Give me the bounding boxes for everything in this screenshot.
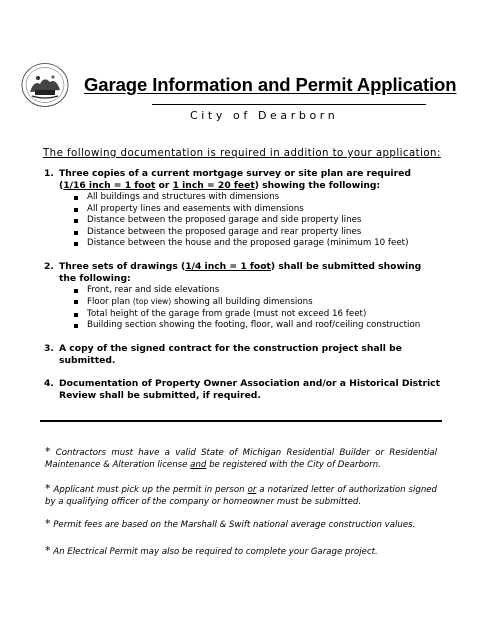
list-item: Total height of the garage from grade (must not exceed 16 feet)	[87, 309, 440, 321]
text-fragment: (top view)	[132, 297, 172, 306]
note-emphasis: and	[190, 460, 207, 470]
note-pickup	[45, 483, 437, 508]
requirements-list	[44, 168, 440, 402]
requirement-sublist	[59, 192, 440, 250]
note-text: a notarized letter of authorization signed by a qualifying officer of the company or homeowner must be submitted.	[45, 485, 438, 507]
requirement-sublist	[59, 285, 440, 332]
list-item: Building section showing the footing, floor, wall and roof/ceiling construction	[87, 320, 440, 332]
title-divider	[152, 104, 426, 105]
list-item: All property lines and easements with dimensions	[87, 204, 440, 216]
requirement-heading: Documentation of Property Owner Association and/or a Historical District Review shall be submitted, if required.	[59, 377, 440, 401]
note-emphasis: or	[247, 485, 257, 495]
requirement-number: 1.	[44, 168, 54, 179]
requirement-heading: A copy of the signed contract for the construction project shall be submitted.	[59, 342, 402, 366]
scale-underlined: 1 inch = 20 feet	[172, 180, 255, 191]
asterisk: *	[45, 445, 51, 458]
note-text: Applicant must pick up the permit in person	[53, 485, 245, 495]
text-fragment: Floor plan	[87, 297, 131, 307]
text-fragment: ) shall be submitted showing the following:	[59, 260, 422, 284]
scale-underlined: 1/16 inch = 1 foot	[63, 180, 156, 191]
text-fragment: (	[59, 180, 64, 191]
note-text: Permit fees are based on the Marshall & Swift national average construction values.	[53, 520, 416, 530]
asterisk: *	[45, 544, 51, 557]
city-seal-logo	[20, 62, 70, 108]
text-fragment: or	[155, 180, 173, 191]
text-fragment: Three sets of drawings (	[59, 260, 186, 272]
note-text: Contractors must have a valid State of Michigan Residential Builder or Residential Maintenance & Alteration license	[45, 448, 438, 470]
scale-underlined: 1/4 inch = 1 foot	[185, 260, 271, 272]
list-item: Distance between the proposed garage and side property lines	[87, 215, 440, 227]
asterisk: *	[45, 517, 51, 530]
page-title: Garage Information and Permit Application	[84, 74, 457, 95]
requirement-heading	[59, 168, 440, 192]
requirement-number: 2.	[44, 260, 54, 272]
list-item	[87, 296, 440, 309]
list-item: Distance between the house and the proposed garage (minimum 10 feet)	[87, 238, 440, 250]
requirement-heading-line	[59, 180, 440, 192]
note-text: be registered with the City of Dearborn.	[209, 460, 381, 470]
text-fragment: ) showing the following:	[254, 180, 381, 191]
requirement-number: 3.	[44, 342, 54, 354]
city-name: City of Dearborn	[190, 109, 339, 122]
text-fragment: showing all building dimensions	[173, 297, 313, 307]
requirement-number: 4.	[44, 377, 54, 389]
requirement-heading	[59, 261, 440, 285]
note-contractors	[45, 446, 437, 471]
section-divider	[40, 420, 442, 422]
intro-text: The following documentation is required in addition to your application:	[43, 148, 441, 159]
note-text: An Electrical Permit may also be required to complete your Garage project.	[53, 547, 378, 557]
requirement-item	[44, 168, 440, 250]
requirement-item	[44, 261, 440, 332]
requirement-item	[44, 378, 440, 402]
list-item: Distance between the proposed garage and rear property lines	[87, 227, 440, 239]
note-fees	[45, 518, 437, 531]
note-electrical	[45, 545, 437, 558]
requirement-item	[44, 343, 440, 367]
list-item: Front, rear and side elevations	[87, 285, 440, 297]
list-item: All buildings and structures with dimensions	[87, 192, 440, 204]
asterisk: *	[45, 482, 51, 495]
requirement-heading-line: Three copies of a current mortgage survey or site plan are required	[59, 168, 411, 179]
